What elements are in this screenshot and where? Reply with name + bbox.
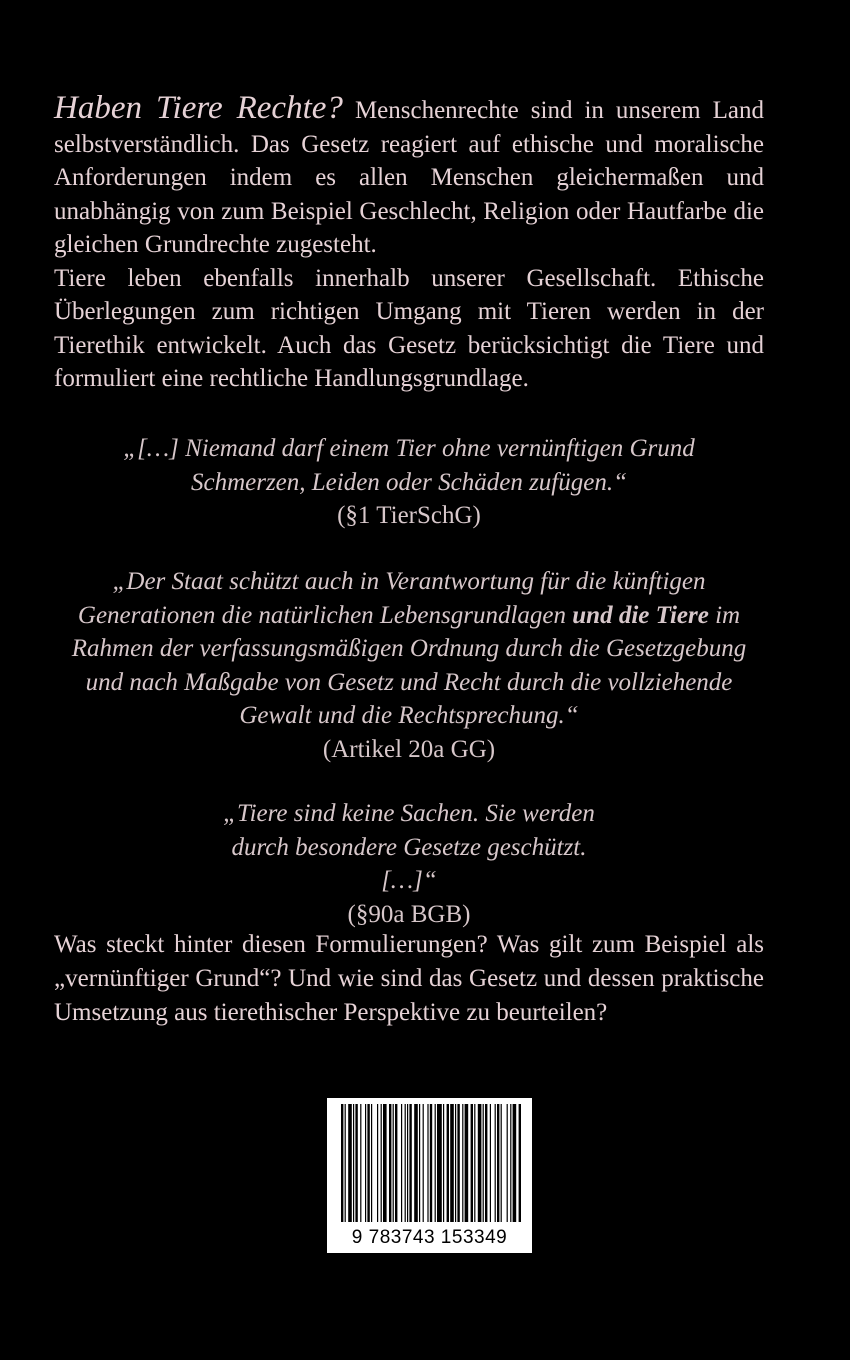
barcode-bar: [490, 1104, 491, 1222]
quote-bgb: [54, 797, 764, 931]
quote-emphasis: und die Tiere: [572, 601, 709, 629]
intro-text: Menschenrechte sind in unserem Land selbstverständlich. Das Gesetz reagiert auf ethische und moralische Anforderungen indem es allen Menschen gleichermaßen und unabhängig von zum Beispiel Geschlecht, Religion oder Hautfarbe die gleichen Grundrechte zugesteht.: [54, 97, 765, 258]
blurb-outro: Was steckt hinter diesen Formulierungen? Was gilt zum Beispiel als „vernünftiger Grund“? Und wie sind das Gesetz und dessen praktische Umsetzung aus tierethischer Perspektive zu beurteilen?: [54, 931, 764, 1026]
barcode-bar: [389, 1104, 391, 1222]
barcode-bar: [478, 1104, 482, 1222]
barcode-bar: [381, 1104, 382, 1222]
barcode-bar: [401, 1104, 402, 1222]
barcode-bar: [383, 1104, 387, 1222]
barcode-bar: [465, 1104, 469, 1222]
barcode-bar: [443, 1104, 444, 1222]
barcode-bar: [519, 1104, 521, 1222]
barcode-bar: [501, 1104, 502, 1222]
quote-text-part: im Rahmen der verfassungsmäßigen Ordnung durch die Gesetzgebung und nach Maßgabe von Gesetz und Recht durch die vollziehende Gewalt und die Rechtsprechung.“: [71, 601, 747, 729]
barcode-bar: [348, 1104, 352, 1222]
barcode-bar: [430, 1104, 432, 1222]
quote-tierschg: [54, 432, 764, 533]
barcode-bar: [450, 1104, 454, 1222]
barcode-bar: [435, 1104, 436, 1222]
barcode-bar: [345, 1104, 346, 1222]
barcode-bar: [355, 1104, 357, 1222]
barcode-bar: [395, 1104, 397, 1222]
barcode-bar: [367, 1104, 369, 1222]
isbn-barcode: [327, 1098, 532, 1253]
barcode-bar: [507, 1104, 508, 1222]
intro-paragraph-1: [54, 92, 764, 262]
quote-grundgesetz: [54, 565, 764, 766]
barcode-bar: [377, 1104, 378, 1222]
barcode-bar: [353, 1104, 354, 1222]
barcode-bar: [341, 1104, 343, 1222]
barcode-bar: [423, 1104, 424, 1222]
barcode-bar: [510, 1104, 511, 1222]
quote-source: (§90a BGB): [347, 900, 471, 928]
barcode-bar: [407, 1104, 408, 1222]
barcode-bar: [495, 1104, 496, 1222]
quote-text: [54, 565, 764, 733]
quote-source: (§1 TierSchG): [337, 502, 481, 529]
barcode-bar: [365, 1104, 366, 1222]
intro-paragraph-2: Tiere leben ebenfalls innerhalb unserer Gesellschaft. Ethische Überlegungen zum richtigen Umgang mit Tieren werden in der Tierethik entwickelt. Auch das Gesetz berücksichtigt die Tiere und formuliert eine rechtliche Handlungsgrundlage.: [54, 264, 764, 392]
barcode-bar: [360, 1104, 361, 1222]
isbn-number: 9 783743 153349: [351, 1227, 508, 1248]
quote-text: „[…] Niemand darf einem Tier ohne vernünftigen Grund Schmerzen, Leiden oder Schäden zufügen.“: [123, 435, 695, 496]
barcode-bar: [437, 1104, 442, 1222]
barcode-bar: [447, 1104, 449, 1222]
barcode-bar: [414, 1104, 418, 1222]
barcode-bar: [513, 1104, 517, 1222]
barcode-bar: [427, 1104, 428, 1222]
quote-text: „Tiere sind keine Sachen. Sie werden durch besondere Gesetze geschützt. […]“: [223, 800, 595, 894]
barcode-bar: [405, 1104, 406, 1222]
barcode-bar: [457, 1104, 459, 1222]
barcode-bar: [471, 1104, 473, 1222]
barcode-bar: [419, 1104, 420, 1222]
headline: Haben Tiere Rechte?: [54, 90, 343, 126]
barcode-bar: [409, 1104, 411, 1222]
barcode-bar: [485, 1104, 487, 1222]
barcode-bar: [393, 1104, 394, 1222]
blurb-intro: [54, 92, 764, 396]
barcode-bar: [462, 1104, 463, 1222]
quote-text-part: „Der Staat schützt auch in Verantwortung für die künftigen Generationen die natürlichen Lebensgrundlagen: [77, 568, 706, 629]
barcode-bar: [371, 1104, 372, 1222]
barcode-bar: [497, 1104, 499, 1222]
barcode-bar: [455, 1104, 456, 1222]
barcode-bar: [474, 1104, 475, 1222]
barcode-bar: [483, 1104, 484, 1222]
quote-source: (Artikel 20a GG): [322, 735, 496, 763]
